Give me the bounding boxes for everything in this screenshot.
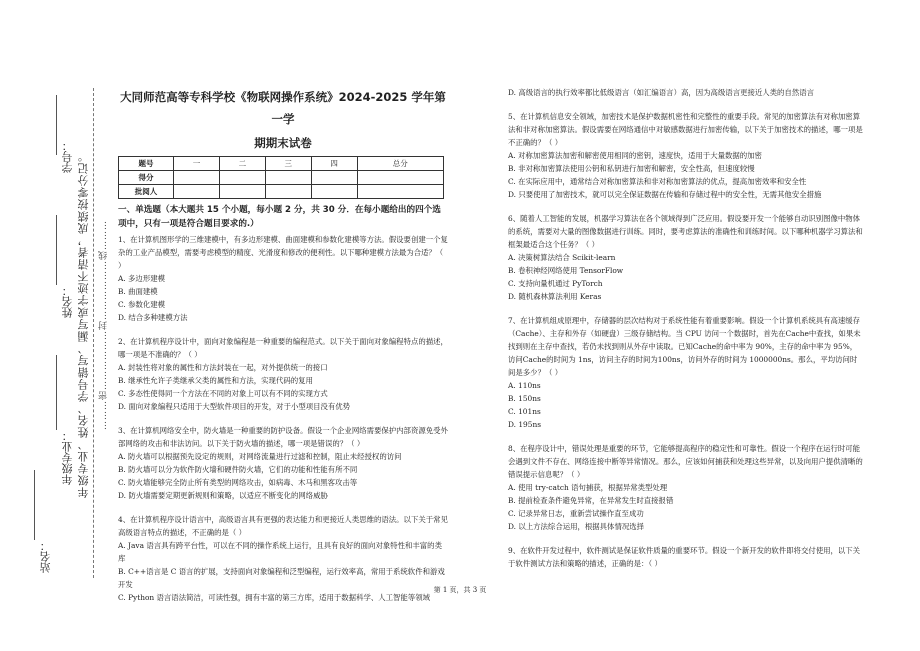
answer-option: B. 防火墙可以分为软件防火墙和硬件防火墙，它们的功能和性能有所不同 [118,465,358,474]
name-label: 姓名： [61,285,74,318]
answer-option: A. 对称加密算法加密和解密使用相同的密钥，速度快，适用于大量数据的加密 [508,151,762,160]
answer-option: C. 多态性使得同一个方法在不同的对象上可以有不同的实现方式 [118,389,328,398]
answer-option: A. 封装性将对象的属性和方法封装在一起，对外提供统一的接口 [118,363,328,372]
score-cell[interactable] [219,171,265,185]
answer-option: D. 随机森林算法利用 Keras [508,292,602,301]
answer-option: B. 曲面建模 [118,287,158,296]
question-item [508,110,863,201]
score-cell[interactable] [311,171,357,185]
answer-option: D. 防火墙需要定期更新规则和策略，以适应不断变化的网络威胁 [118,491,328,500]
score-table [118,156,444,199]
answer-option: A. 使用 try-catch 语句捕获，根据异常类型处理 [508,483,668,492]
right-question-list [508,86,863,570]
answer-option: C. Python 语言语法简洁，可读性强，拥有丰富的第三方库，适用于数据科学、人工智能等领域 [118,593,430,602]
reviewer-row [119,185,444,199]
answer-option: C. 防火墙能够完全防止所有类型的网络攻击，如病毒、木马和黑客攻击等 [118,478,358,487]
exam-title-line1: 大同师范高等专科学校《物联网操作系统》2024-2025 学年第一学 [120,90,446,126]
right-column [508,86,863,581]
answer-option: D. 以上方法综合运用，根据具体情况选择 [508,522,645,531]
question-stem: 3、在计算机网络安全中，防火墙是一种重要的防护设备。假设一个企业网络需要保护内部资源免受外部网络的攻击和非法访问。以下关于防火墙的描述，哪一项是错误的？（ ） [118,426,448,448]
reviewer-cell[interactable] [174,185,220,199]
reviewer-cell[interactable] [357,185,443,199]
question-item [508,442,863,533]
score-cell[interactable] [265,171,311,185]
answer-option: C. 记录异常日志，重新尝试操作直至成功 [508,509,644,518]
grade-major-label: 年级专业： [61,430,74,485]
reviewer-cell[interactable] [219,185,265,199]
answer-option: D. 只要使用了加密技术，就可以完全保证数据在传输和存储过程中的安全性，无需其他安全措施 [508,190,822,199]
answer-option: C. 在实际应用中，通常结合对称加密算法和非对称加密算法的优点，提高加密效率和安全性 [508,177,807,186]
name-field[interactable] [56,215,57,285]
question-stem: 2、在计算机程序设计中，面向对象编程是一种重要的编程范式。以下关于面向对象编程特点的描述，哪一项是不准确的？（ ） [118,337,448,359]
answer-option: D. 面向对象编程只适用于大型软件项目的开发，对于小型项目没有优势 [118,402,351,411]
reviewer-cell[interactable] [265,185,311,199]
score-header-cell: 二 [219,157,265,171]
question-item [118,233,448,324]
station-field[interactable] [34,470,35,540]
student-id-field[interactable] [56,95,57,155]
question-item [508,544,863,570]
binding-margin [0,0,112,651]
student-id-label: 学号： [61,140,74,173]
left-column [118,86,448,615]
answer-option: C. 101ns [508,407,541,416]
cut-line [93,88,94,578]
score-header-cell: 四 [311,157,357,171]
score-header-cell: 三 [265,157,311,171]
left-question-list [118,233,448,604]
answer-option: C. 支持向量机通过 PyTorch [508,279,603,288]
question-item [508,212,863,303]
question-stem: 5、在计算机信息安全领域，加密技术是保护数据机密性和完整性的重要手段。常见的加密算法有对称加密算法和非对称加密算法。假设需要在网络通信中对敏感数据进行加密传输，以下关于加密技术的描述，哪一项是不正确的？（ ） [508,112,863,147]
score-row-label: 得分 [119,171,174,185]
question-stem: 7、在计算机组成原理中，存储器的层次结构对于系统性能有着重要影响。假设一个计算机系统具有高速缓存（Cache）、主存和外存（如硬盘）三级存储结构。当 CPU 访问一个数据时，首先在Cache中查找，如果未找到则在主存中查找，若仍未找到则从外存中读取。已知Cache的命中率为 90%，主存的命中率为 95%，访问Cache的时间为 1ns，访问主存的时间为100ns，访问外存的时间为 1000000ns。那么，平均访问时间是多少？（ ） [508,316,861,377]
score-cell[interactable] [357,171,443,185]
question-stem: 6、随着人工智能的发展，机器学习算法在各个领域得到广泛应用。假设要开发一个能够自动识别图像中物体的系统，需要对大量的图像数据进行训练。同时，要考虑算法的准确性和训练时间。以下哪种机器学习算法和框架最适合这个任务？（ ） [508,214,863,249]
answer-option: D. 结合多种建模方法 [118,313,188,322]
answer-option: A. 110ns [508,381,541,390]
question-stem: 9、在软件开发过程中，软件测试是保证软件质量的重要环节。假设一个新开发的软件即将交付使用，以下关于软件测试方法和策略的描述，正确的是：（ ） [508,546,861,568]
question-stem: 8、在程序设计中，错误处理是重要的环节，它能够提高程序的稳定性和可靠性。假设一个程序在运行时可能会遇到文件不存在、网络连接中断等异常情况。那么，应该如何捕获和处理这些异常，以及向用户提供清晰的错误提示信息呢？（ ） [508,444,863,479]
score-header-cell: 题号 [119,157,174,171]
reviewer-row-label: 批阅人 [119,185,174,199]
answer-option: D. 195ns [508,420,542,429]
answer-option: A. 决策树算法结合 Scikit-learn [508,253,616,262]
score-row [119,171,444,185]
answer-option: A. 防火墙可以根据预先设定的规则，对网络流量进行过滤和控制，阻止未经授权的访问 [118,452,402,461]
exam-title-line2: 期期末试卷 [254,136,312,150]
grade-major-field[interactable] [56,355,57,430]
score-table-header [119,157,444,171]
question-item [508,314,863,431]
cut-line-text: ………密………………封………………线……… [99,220,109,430]
answer-option: B. 继承性允许子类继承父类的属性和方法，实现代码的复用 [118,376,313,385]
answer-option: C. 参数化建模 [118,300,166,309]
question-item [508,86,863,99]
question-item [118,335,448,413]
answer-option: B. 卷积神经网络使用 TensorFlow [508,266,624,275]
score-cell[interactable] [174,171,220,185]
answer-option: B. 150ns [508,394,541,403]
answer-option: A. 多边形建模 [118,274,165,283]
answer-option: B. C++语言是 C 语言的扩展，支持面向对象编程和泛型编程，运行效率高，常用于系统软件和游戏开发 [118,567,445,589]
binding-notice: 年级专业、姓名、学号错写、漏写或字迹不清者，成绩按零分记。 [77,150,90,498]
section-heading: 一、单选题（本大题共 15 个小题，每小题 2 分，共 30 分．在每小题给出的四个选项中，只有一项是符合题目要求的.） [118,205,441,229]
question-stem: 1、在计算机图形学的三维建模中，有多边形建模、曲面建模和参数化建模等方法。假设要创建一个复杂的工业产品模型，需要考虑模型的精度、光滑度和修改的便利性。以下哪种建模方法最为合适？（ ） [118,235,448,270]
answer-option: B. 提前检查条件避免异常，在异常发生时直接报错 [508,496,674,505]
question-stem: 4、在计算机程序设计语言中，高级语言具有更强的表达能力和更接近人类思维的语法。以下关于常见高级语言特点的描述，不正确的是（ ） [118,515,448,537]
reviewer-cell[interactable] [311,185,357,199]
station-label: 站名： [39,540,52,573]
question-item [118,424,448,502]
page-footer: 第 1 页，共 3 页 [433,586,487,594]
score-header-cell: 总分 [357,157,443,171]
answer-option: D. 高级语言的执行效率都比低级语言（如汇编语言）高，因为高级语言更接近人类的自然语言 [508,88,814,97]
score-header-cell: 一 [174,157,220,171]
answer-option: B. 非对称加密算法使用公钥和私钥进行加密和解密，安全性高，但速度较慢 [508,164,755,173]
answer-option: A. Java 语言具有跨平台性，可以在不同的操作系统上运行，且具有良好的面向对象特性和丰富的类库 [118,541,442,563]
